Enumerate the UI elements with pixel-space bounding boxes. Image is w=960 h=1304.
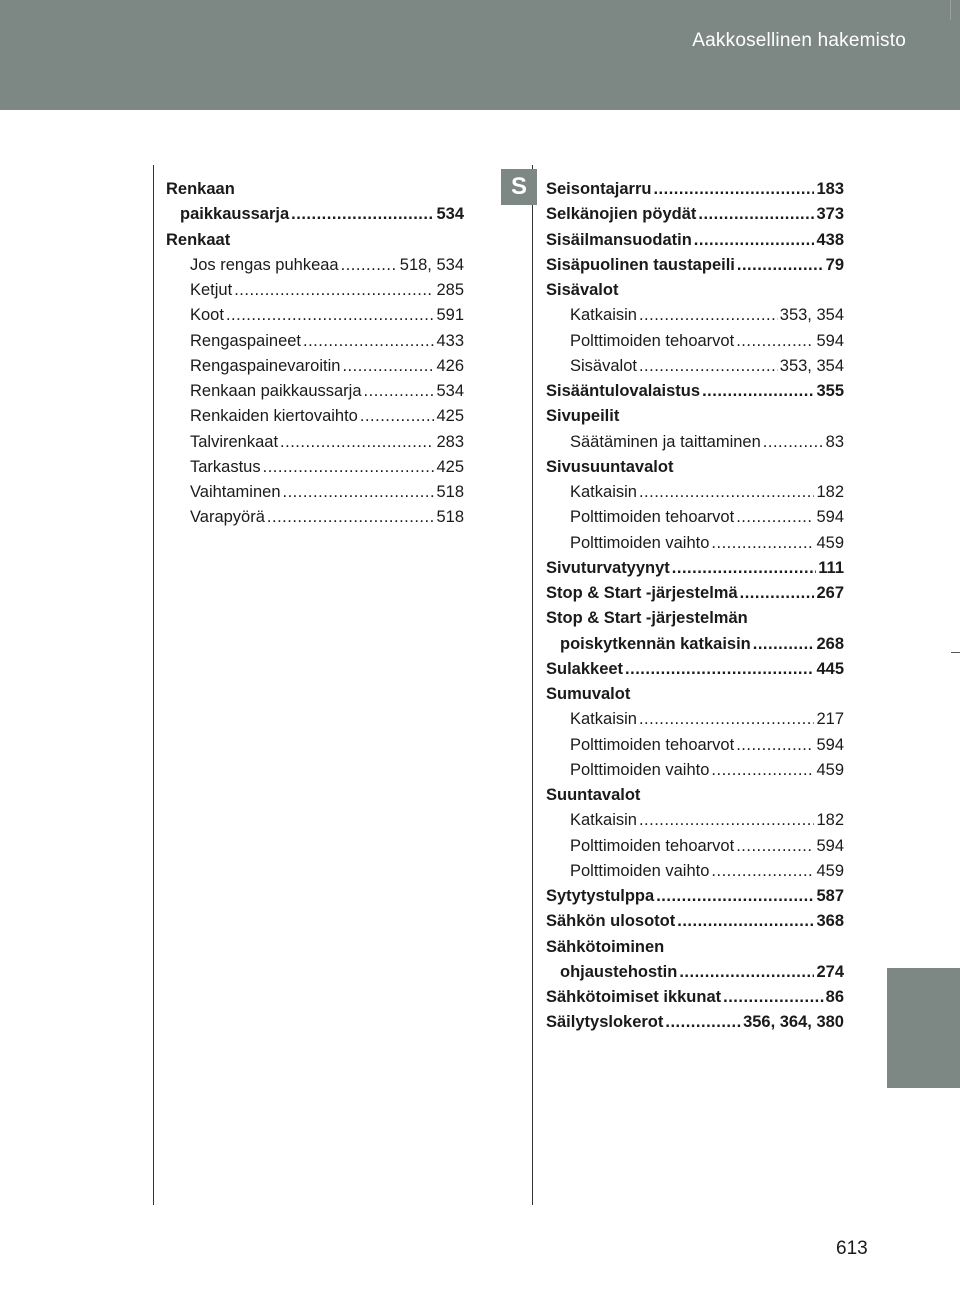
index-entry bbox=[546, 303, 844, 328]
index-entry-page: 285 bbox=[436, 281, 464, 299]
dot-leader bbox=[341, 253, 398, 278]
index-entry-label: Renkaan paikkaussarja bbox=[190, 382, 362, 400]
index-entry-page: 518, 534 bbox=[399, 255, 464, 274]
index-entry-page: 594 bbox=[816, 331, 844, 350]
dot-leader bbox=[737, 253, 824, 278]
index-entry-label: Polttimoiden vaihto bbox=[570, 861, 710, 880]
index-entry-label: ohjaustehostin bbox=[560, 962, 678, 981]
header-bar bbox=[0, 0, 960, 110]
index-entry-page: 445 bbox=[816, 659, 844, 678]
index-entry bbox=[546, 859, 844, 884]
dot-leader bbox=[360, 404, 435, 429]
dot-leader bbox=[303, 329, 434, 354]
index-entry bbox=[166, 505, 464, 530]
index-entry-page: 425 bbox=[436, 407, 464, 426]
index-entry-label: Sivusuuntavalot bbox=[546, 457, 674, 476]
dot-leader bbox=[736, 733, 814, 758]
index-entry-label: Sisääntulovalaistus bbox=[546, 382, 701, 400]
index-entry-label: Tarkastus bbox=[190, 457, 261, 476]
index-entry-label: poiskytkennän katkaisin bbox=[560, 634, 751, 653]
index-entry bbox=[546, 278, 844, 303]
dot-leader bbox=[639, 480, 815, 505]
index-entry bbox=[546, 531, 844, 556]
dot-leader bbox=[291, 202, 434, 227]
index-entry-page: 355 bbox=[816, 382, 844, 400]
dot-leader bbox=[639, 808, 815, 833]
index-entry bbox=[546, 505, 844, 530]
index-entry bbox=[546, 379, 844, 404]
index-entry-label: Ketjut bbox=[190, 281, 233, 299]
index-entry-label: Katkaisin bbox=[570, 710, 637, 729]
index-entry bbox=[546, 834, 844, 859]
index-entry bbox=[546, 404, 844, 429]
index-entry-page: 459 bbox=[816, 861, 844, 880]
index-entry bbox=[546, 935, 844, 960]
dot-leader bbox=[653, 177, 814, 202]
index-entry bbox=[166, 455, 464, 480]
index-entry-label: Sivuturvatyynyt bbox=[546, 558, 670, 577]
index-entry bbox=[166, 480, 464, 505]
index-entry bbox=[166, 354, 464, 379]
index-entry-page: 268 bbox=[816, 634, 844, 653]
index-entry-page: 267 bbox=[816, 584, 844, 602]
index-entry-page: 518 bbox=[436, 508, 464, 527]
index-entry-label: Polttimoiden vaihto bbox=[570, 533, 710, 552]
index-entry-label: Sähkötoimiset ikkunat bbox=[546, 988, 722, 1006]
index-entry bbox=[546, 202, 844, 227]
dot-leader bbox=[672, 556, 816, 581]
dot-leader bbox=[740, 581, 815, 606]
index-entry-page: 283 bbox=[436, 432, 464, 451]
thumb-index-tab bbox=[887, 968, 960, 1088]
dot-leader bbox=[263, 455, 435, 480]
index-entry-page: 182 bbox=[816, 483, 844, 501]
index-entry-label: Katkaisin bbox=[570, 811, 637, 830]
dot-leader bbox=[736, 834, 814, 859]
index-entry bbox=[546, 682, 844, 707]
crop-mark-middle bbox=[951, 652, 960, 653]
index-entry-page: 111 bbox=[818, 558, 844, 577]
dot-leader bbox=[639, 303, 778, 328]
index-entry bbox=[546, 985, 844, 1010]
index-entry bbox=[546, 632, 844, 657]
index-entry-label: Polttimoiden tehoarvot bbox=[570, 331, 735, 350]
index-entry-label: Sisäpuolinen taustapeili bbox=[546, 255, 735, 274]
index-entry bbox=[166, 404, 464, 429]
index-entry bbox=[546, 1010, 844, 1035]
dot-leader bbox=[280, 430, 434, 455]
index-entry bbox=[546, 253, 844, 278]
index-entry-page: 594 bbox=[816, 836, 844, 855]
dot-leader bbox=[656, 884, 814, 909]
index-entry-label: Stop & Start -järjestelmän bbox=[546, 609, 748, 628]
index-entry-label: Sivupeilit bbox=[546, 407, 620, 426]
index-entry-label: Sumuvalot bbox=[546, 685, 631, 703]
index-entry-page: 217 bbox=[816, 710, 844, 729]
index-entry bbox=[166, 228, 464, 253]
index-entry-label: Rengaspainevaroitin bbox=[190, 356, 341, 375]
index-entry-page: 518 bbox=[436, 483, 464, 501]
index-entry bbox=[546, 808, 844, 833]
dot-leader bbox=[763, 430, 824, 455]
index-entry-label: Suuntavalot bbox=[546, 786, 641, 804]
index-entry-page: 426 bbox=[436, 356, 464, 375]
dot-leader bbox=[702, 379, 814, 404]
index-entry bbox=[546, 228, 844, 253]
index-entry-label: Polttimoiden tehoarvot bbox=[570, 735, 735, 754]
dot-leader bbox=[234, 278, 434, 303]
index-entry-label: Selkänojien pöydät bbox=[546, 205, 697, 224]
index-entry-page: 183 bbox=[816, 180, 844, 198]
index-entry bbox=[546, 758, 844, 783]
index-entry bbox=[546, 556, 844, 581]
index-entry bbox=[546, 480, 844, 505]
dot-leader bbox=[283, 480, 435, 505]
dot-leader bbox=[226, 303, 435, 328]
index-entry-label: Sytytystulppa bbox=[546, 887, 655, 905]
index-entry bbox=[546, 884, 844, 909]
index-entry-label: Varapyörä bbox=[190, 508, 265, 527]
index-entry-label: Säilytyslokerot bbox=[546, 1013, 664, 1032]
dot-leader bbox=[639, 354, 778, 379]
index-entry-page: 425 bbox=[436, 457, 464, 476]
index-entry-page: 356, 364, 380 bbox=[743, 1013, 844, 1032]
dot-leader bbox=[625, 657, 814, 682]
index-entry-label: Sähkön ulosotot bbox=[546, 912, 676, 931]
index-entry bbox=[166, 278, 464, 303]
index-entry bbox=[546, 329, 844, 354]
index-entry-label: Katkaisin bbox=[570, 483, 637, 501]
index-entry-label: Sähkötoiminen bbox=[546, 937, 665, 956]
column-rule-left bbox=[153, 165, 154, 1205]
index-entry bbox=[546, 606, 844, 631]
index-entry bbox=[546, 455, 844, 480]
index-entry-label: Polttimoiden tehoarvot bbox=[570, 836, 735, 855]
index-entry-label: Sisävalot bbox=[570, 356, 637, 375]
index-entry bbox=[166, 430, 464, 455]
dot-leader bbox=[736, 505, 814, 530]
index-entry bbox=[546, 783, 844, 808]
index-entry-page: 433 bbox=[436, 331, 464, 350]
index-entry-page: 86 bbox=[825, 988, 844, 1006]
crop-mark-top bbox=[950, 0, 951, 20]
index-entry bbox=[546, 657, 844, 682]
column-rule-middle bbox=[532, 165, 533, 1205]
index-entry bbox=[546, 909, 844, 934]
index-entry-label: Polttimoiden vaihto bbox=[570, 760, 710, 779]
index-entry-label: Vaihtaminen bbox=[190, 483, 281, 501]
index-entry bbox=[166, 253, 464, 278]
index-entry-page: 587 bbox=[816, 887, 844, 905]
index-entry-page: 534 bbox=[436, 382, 464, 400]
index-entry-label: Talvirenkaat bbox=[190, 432, 279, 451]
dot-leader bbox=[723, 985, 824, 1010]
index-entry bbox=[546, 733, 844, 758]
index-entry-label: Jos rengas puhkeaa bbox=[190, 255, 339, 274]
index-entry-label: paikkaussarja bbox=[180, 205, 290, 224]
index-entry bbox=[546, 177, 844, 202]
dot-leader bbox=[364, 379, 435, 404]
page-number: 613 bbox=[836, 1238, 868, 1259]
index-entry-label: Rengaspaineet bbox=[190, 331, 302, 350]
dot-leader bbox=[679, 960, 814, 985]
index-entry bbox=[546, 430, 844, 455]
index-entry bbox=[166, 303, 464, 328]
index-entry-page: 373 bbox=[816, 205, 844, 224]
index-entry bbox=[166, 177, 464, 202]
index-entry bbox=[166, 379, 464, 404]
dot-leader bbox=[711, 531, 814, 556]
index-column-left bbox=[166, 177, 464, 531]
dot-leader bbox=[736, 329, 814, 354]
index-entry-page: 368 bbox=[816, 912, 844, 931]
dot-leader bbox=[698, 202, 814, 227]
index-entry-label: Sisävalot bbox=[546, 281, 619, 299]
dot-leader bbox=[342, 354, 434, 379]
index-entry-page: 274 bbox=[816, 962, 844, 981]
index-entry-page: 594 bbox=[816, 735, 844, 754]
index-entry-page: 591 bbox=[436, 306, 464, 325]
index-entry-page: 353, 354 bbox=[779, 306, 844, 325]
index-entry bbox=[166, 329, 464, 354]
index-entry-page: 83 bbox=[825, 432, 844, 451]
index-entry bbox=[546, 707, 844, 732]
index-entry-label: Renkaiden kiertovaihto bbox=[190, 407, 358, 426]
dot-leader bbox=[711, 859, 814, 884]
index-entry-page: 594 bbox=[816, 508, 844, 527]
section-letter-badge: S bbox=[501, 169, 537, 205]
index-entry-label: Renkaan bbox=[166, 180, 235, 198]
dot-leader bbox=[267, 505, 435, 530]
index-entry-label: Säätäminen ja taittaminen bbox=[570, 432, 761, 451]
index-entry-label: Seisontajarru bbox=[546, 180, 652, 198]
dot-leader bbox=[694, 228, 815, 253]
index-entry-page: 438 bbox=[816, 230, 844, 249]
index-entry-label: Polttimoiden tehoarvot bbox=[570, 508, 735, 527]
index-entry-page: 79 bbox=[825, 255, 844, 274]
dot-leader bbox=[711, 758, 814, 783]
index-entry-label: Renkaat bbox=[166, 230, 231, 249]
index-entry-label: Koot bbox=[190, 306, 224, 325]
index-entry bbox=[546, 960, 844, 985]
index-entry-label: Sisäilmansuodatin bbox=[546, 230, 692, 249]
index-entry-page: 459 bbox=[816, 533, 844, 552]
index-entry-page: 353, 354 bbox=[779, 356, 844, 375]
header-title: Aakkosellinen hakemisto bbox=[692, 30, 906, 51]
dot-leader bbox=[753, 632, 815, 657]
index-entry bbox=[546, 581, 844, 606]
index-entry-label: Stop & Start -järjestelmä bbox=[546, 584, 738, 602]
index-entry-page: 534 bbox=[436, 205, 464, 224]
index-entry-page: 182 bbox=[816, 811, 844, 830]
index-entry bbox=[546, 354, 844, 379]
index-entry bbox=[166, 202, 464, 227]
index-entry-label: Sulakkeet bbox=[546, 659, 624, 678]
index-entry-page: 459 bbox=[816, 760, 844, 779]
index-entry-label: Katkaisin bbox=[570, 306, 637, 325]
dot-leader bbox=[665, 1010, 741, 1035]
dot-leader bbox=[677, 909, 814, 934]
dot-leader bbox=[639, 707, 815, 732]
index-column-right bbox=[546, 177, 844, 1036]
